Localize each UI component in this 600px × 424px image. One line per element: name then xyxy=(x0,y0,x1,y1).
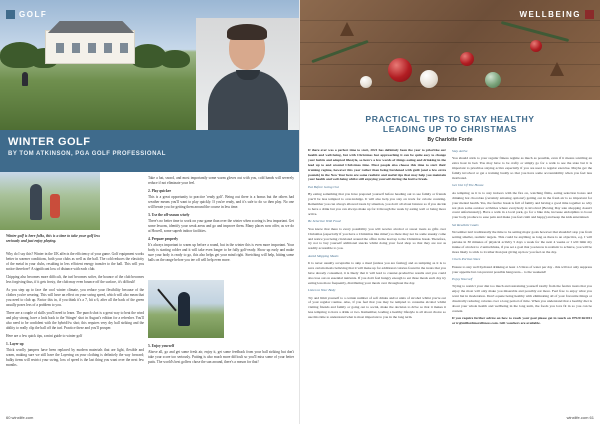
paragraph: Trying to restrict your diet too much and restraining yourself totally from the festive treats that you enjoy the most will only make you miserable and possibly eat more. Feel free to enjoy what you want but in moderation. Don't equate being healthy with eliminating all of your favourite things or drastically reducing calories over a long period of time. When you understand that a healthy diet is about your whole health and wellbeing in the long term, the foods you love fit in so you can be content. xyxy=(452,284,592,313)
article-headline xyxy=(300,114,600,134)
left-column-2 xyxy=(148,176,294,266)
paragraph: Thick woolly jumpers have been replaced by modern materials that are light, flexible and warm, making sure we still have the Layering on your clothing is definitely the way forward; bulky items will restrict your swing, loss of speed is the last thing you want over the next few months. xyxy=(6,348,144,367)
paragraph: November isn't traditionally the time to be setting major goals however that shouldn't stop you from setting smaller, realistic targets. This could be anything as long as there is an objective, e.g. I will partake in 30 minutes of physical activity 5 days a week for the next 4 weeks or I will limit my intake of alcohol to 2 units/drinks, if you set a goal that you know is realistic to achieve, you will be more likely to stick to it rather than just giving up how you feel on the day. xyxy=(452,230,592,254)
subheading: Set Realistic Goals xyxy=(452,222,479,227)
golfer-figure xyxy=(22,72,28,86)
paragraph: You know that there is every possibility you will receive alcohol or sweet treats as gifts over Christmas (especially if you have a Christmas like mine!) so there may not be some sneaky come and notice you being circulated around the office in the lead up to the Christmas break. Therefore, try not to buy yourself additional snacks whilst doing your food shop so that they are not as readily accessible to you. xyxy=(308,226,446,251)
paragraph: You should stick to your regular fitness regime as much as possible, even if it means scuttling an extra hour in bed. You may have to be crafty or simply go for a walk to see the state but it is important to prioritise staying active especially if you are used to regular exercise. Maybe get the family involved or get a training buddy so that you have some accountability when you feel less motivated. xyxy=(452,156,592,181)
right-column-2 xyxy=(452,148,592,329)
tip-heading: 4. Prepare properly xyxy=(148,237,179,241)
square-icon xyxy=(6,10,15,19)
subheading: Check Portion Sizes xyxy=(452,257,481,262)
section-header-wellbeing xyxy=(300,0,600,28)
headline-line: PRACTICAL TIPS TO STAY HEALTHY xyxy=(365,114,535,124)
paragraph: There's no better time to work on your game than over the winter when scoring is less important. Get some lessons, identify your weak areas and go and improve them. Many places now offer, as we do at Howell, some superb indoor facilities. xyxy=(148,219,294,233)
paragraph: It is never usually acceptable to skip a meal (unless you are fasting) and as tempting as it is to save certain meals believing that it will make up for additional calories found in the treats that you have already consumed, it is likely that it will lead to counter-productive results and you could also lose out on essential nutrients. If you don't feel hungry enough to eat three meals each day try eating less more frequently, distributing your meals over throughout the day. xyxy=(308,261,446,285)
paragraph: Here are a few quick tips, a mini guide to winter golf xyxy=(6,334,83,338)
paragraph: As tempting as it is to stay indoors with the fire on, watching films, eating selection boxes and drinking hot chocolate (certainly amazing options!) getting out in the fresh air is so important for your mental health. Yes, the festive break is full of family and having a good time together so why not plan some outdoor activities where everybody is involved (Boxing Day sale shopping doesn't count unfortunately). Have a walk in a local park, go for a bike ride, increase endorphins to boost your body produce to ease pain and make you feel calm and happy) and keep the kids entertained. xyxy=(452,190,592,220)
subheading: Avoid Skipping Meals xyxy=(308,253,339,258)
paragraph: It's always important to warm up before a round, but in the winter this is even more important. Your body is starting colder and it will take even longer to be fully golf-ready. Show up early and make sure your body is ready to go, this also helps get your mind right. Stretching will help, hitting some balls on the range before you tee off will help even more. xyxy=(148,243,294,262)
paragraph: This is a great opportunity to practice 'ready golf'. Being out there is a bonus but the others had weather means you'll want to play quickly. If you're ready, and it's safe to do so then play. No one will berate you for getting them around the course in less time. xyxy=(148,195,294,209)
page-footer-left: 60 winxlife.com xyxy=(6,415,34,420)
article-byline: By Charlotte Forde xyxy=(427,137,473,143)
paragraph: Take a hat, snood, and most importantly some warm gloves out with you, cold hands will severely reduce if not eliminate your feel. xyxy=(148,176,294,185)
paragraph: Above all, go and get some fresh air, enjoy it, get some feedback from your ball striking but don't take your score too seriously. Putting is also much more difficult so you'll miss some of your better putts. The world's best golfers chose the sun around, there's a reason for that! xyxy=(148,350,294,364)
intro-paragraph: If there ever was a perfect time to start, 2021 has definitely been the year to prioritise our health and well-being, but with Christmas fast approaching it can be quite easy to change your habits and adopted lifestyle, so here's a few words of things eating and drinking in the lead up to and around Christmas time. Most people also choose this time to start their training regime, however this year rather than being burdened with guilt (and a few extra pounds) in the New Year here are some realistic and useful tips that may help you maintain your health and well-being whilst still enjoying yourself during the festive break. xyxy=(308,148,446,182)
right-page-wellbeing xyxy=(300,0,600,424)
tip-heading: 1. Layer up xyxy=(6,342,24,346)
paragraph: As you step up to face the cool winter climate, you reduce your flexibility because of the clothes you're wearing. This will have an effect on your swing speed, which will also mean that you need to club up. Factor this in, if you think it's a 7, hit a 6, after all the back of the green usually poses less of a problem to you. xyxy=(6,288,144,307)
paragraph: Chipping also becomes more difficult, the turf becomes softer, the bounce of the club becomes less forgiving thus, if it gets frosty, the club may even bounce off the surface, it's difficult! xyxy=(6,275,144,284)
author-portrait xyxy=(196,18,300,130)
right-column-1 xyxy=(308,148,446,323)
subheading: Eat Before Going Out xyxy=(308,184,339,189)
section-label: WELLBEING xyxy=(519,9,581,19)
subheading: Get Out Of The House xyxy=(452,183,484,188)
left-column-1 xyxy=(6,252,144,371)
subheading: Stay Active xyxy=(452,149,468,153)
winter-golfer-photo xyxy=(0,172,100,230)
paragraph: By eating something that you have prepared yourself before heading out to see family or friends you'll be less tempted to over-indulge. It will also help you stay on track for calorie counting. Remember you can always allowed treats by situation, you don't all about balance so if you decide to have a drink but you can always make up for it through the week by eating well or being more active. xyxy=(308,192,446,216)
section-header-golf xyxy=(0,0,300,28)
left-caption-column xyxy=(6,234,100,247)
tip-heading: 5. Enjoy yourself xyxy=(148,344,175,348)
section-label: GOLF xyxy=(19,9,48,19)
paragraph: Try and limit yourself to a certain number of soft drinks and/or units of alcohol whilst you're out of your regular routine. Also, if you feel that you may be tempted to consume alcohol whilst visiting friends and family or going out to social, make the decision to drive so that it makes it less tempting to have a drink or two. Remember, leading a healthy lifestyle is all about choice so use this time to understand what is most important to you in the long term. xyxy=(308,295,446,320)
tip-heading: 2. Play quicker xyxy=(148,189,172,193)
headline-line: LEADING UP TO CHRISTMAS xyxy=(382,124,518,134)
clubhouse-image xyxy=(45,30,135,64)
photo-caption: Winter golf is here folks, this is a time to take your golf less seriously and just enjoy playing. xyxy=(6,234,100,243)
page-footer-right: winxlife.com 61 xyxy=(566,415,594,420)
subheading: Listen to Your Body xyxy=(308,288,336,293)
golf-swing-photo xyxy=(148,280,224,338)
article-title-band xyxy=(0,130,300,172)
contact-paragraph: If you require further advice on how to reach your goal please get in touch on 07920 663011 or tr@milfordmorefitness.com. Gift vouchers are available. xyxy=(452,316,592,326)
article-byline: BY TOM ATKINSON, PGA GOLF PROFESSIONAL xyxy=(8,151,166,157)
paragraph: Ensure to stay well hydrated drinking at least 1.5 litres of water per day - this will not only suppress your appetite but can prevent possible hangovers... to the weekend! xyxy=(452,264,592,274)
article-title: WINTER GOLF xyxy=(8,136,91,148)
paragraph: There are a couple of skills you'll need to learn. The punch shot is a great way to beat the wind and play strong, have a look back to the 'Stinger' shot in August's edition for a refresher. You'll also need to be confident with the hybrid/fw shot; this requires very dry ball striking and the ability to really clip the ball off the turf. Practice these and you'll prosper. xyxy=(6,311,144,330)
tip-heading: 3. Use the off-season wisely xyxy=(148,213,190,217)
left-column-2-bottom xyxy=(148,342,294,368)
paragraph: Why do I say this? Winter in the UK affects the efficiency of your game. Golf equipment works better in warmer conditions, both your clubs as well as the ball. The cold reduces the elasticity of the metal in your clubs, resulting in less efficient energy transfer to the ball. This will you notice therefore? A significant loss of distance with each club. xyxy=(6,252,144,271)
subheading: Be Selective With Food xyxy=(308,219,341,224)
square-icon xyxy=(585,10,594,19)
subheading: Enjoy Yourself xyxy=(452,276,473,281)
